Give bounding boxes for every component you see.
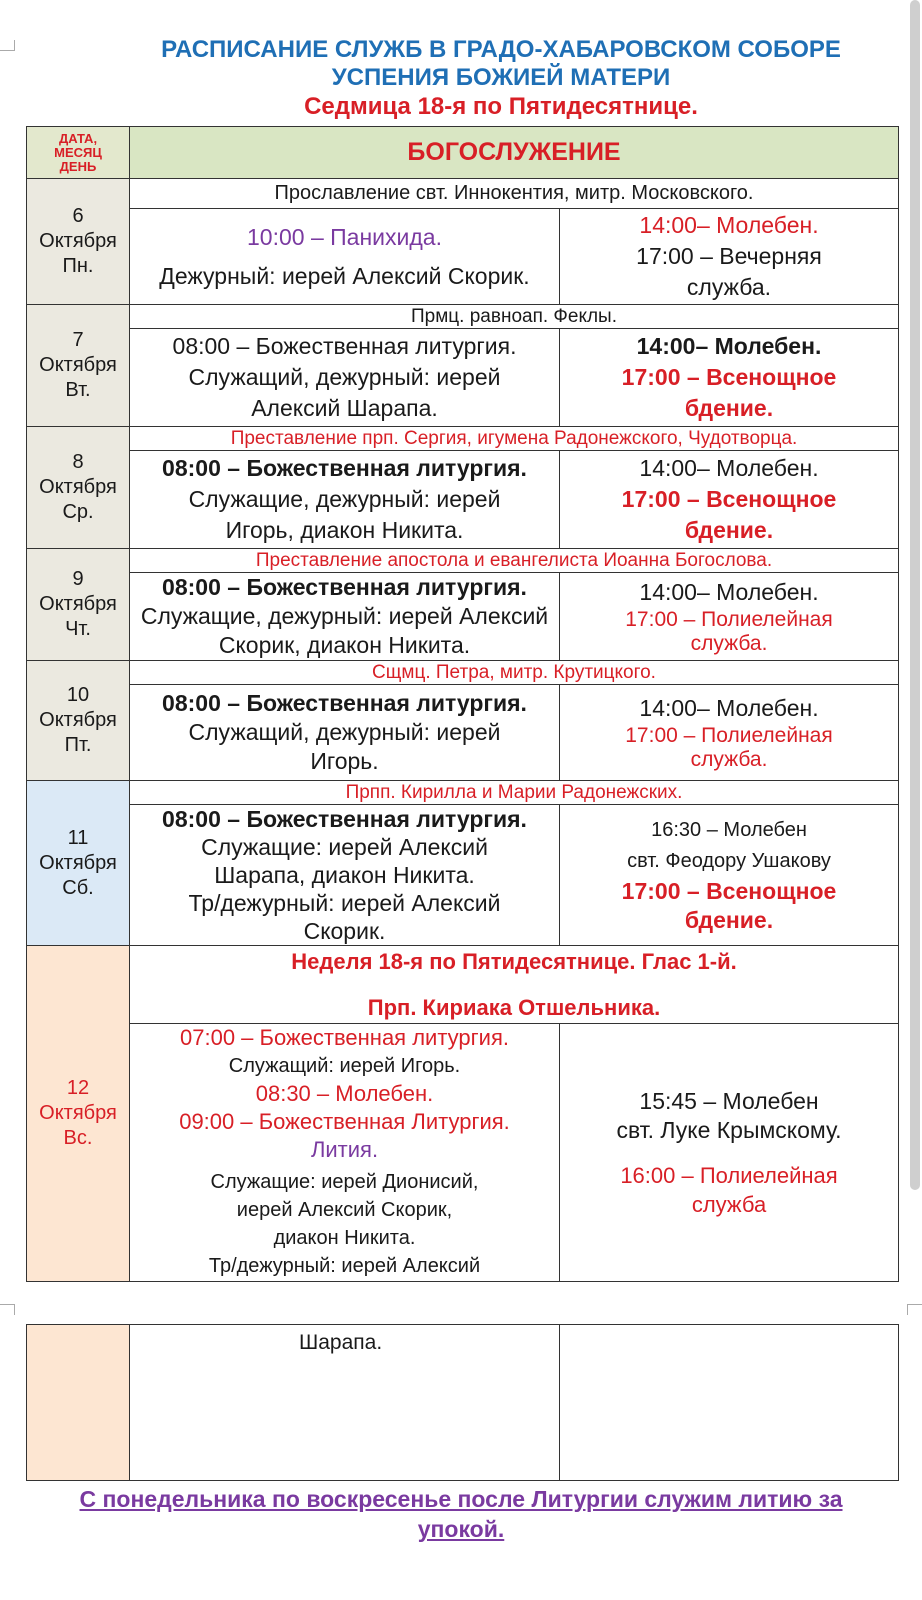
- service-line: 08:00 – Божественная литургия.: [172, 333, 517, 359]
- service-line: 08:00 – Божественная литургия.: [162, 574, 527, 600]
- schedule-table: [26, 126, 899, 1282]
- feast-cell: Прпп. Кирилла и Марии Радонежских.: [130, 781, 899, 805]
- title-line2: УСПЕНИЯ БОЖИЕЙ МАТЕРИ: [331, 64, 671, 91]
- date-cell: [27, 305, 130, 427]
- evening-cell: [560, 329, 899, 427]
- header-date-cell: [27, 127, 130, 179]
- day-services-row: [27, 329, 899, 427]
- feast-cell: Сщмц. Петра, митр. Крутицкого.: [130, 661, 899, 685]
- date-cell: [27, 781, 130, 946]
- date-num: 8: [72, 451, 84, 473]
- day-feast-row: [27, 305, 899, 329]
- morning-cell: [130, 209, 560, 305]
- service-line: Тр/дежурный: иерей Алексий Скорик.: [188, 890, 501, 944]
- feast-cell: Преставление прп. Сергия, игумена Радонежского, Чудотворца.: [130, 427, 899, 451]
- header-date-line: ДАТА,: [58, 130, 98, 146]
- date-cell: [27, 661, 130, 781]
- feast-cell: Прославление свт. Иннокентия, митр. Московского.: [130, 179, 899, 209]
- day-services-row: [27, 209, 899, 305]
- service-line: Служащие, дежурный: иерей Игорь, диакон Никита.: [188, 486, 501, 543]
- morning-cell: [130, 685, 560, 781]
- morning-cell: [130, 573, 560, 661]
- evening-cell: [560, 805, 899, 946]
- footer-note: С понедельника по воскресенье после Литургии служим литию за упокой.: [79, 1486, 843, 1542]
- day-feast-row: [27, 781, 899, 805]
- date-num: 7: [72, 329, 84, 351]
- morning-cell: [130, 451, 560, 549]
- date-month: Октября: [39, 1102, 117, 1124]
- service-line: 16:00 – Полиелейная служба: [620, 1162, 838, 1217]
- feast-cell: [130, 946, 899, 1024]
- header-main-cell: БОГОСЛУЖЕНИЕ: [130, 127, 899, 179]
- service-line: 14:00– Молебен.: [636, 333, 822, 359]
- service-line: 08:30 – Молебен.: [255, 1081, 434, 1106]
- service-line: 17:00 – Всенощное бдение.: [621, 486, 837, 543]
- feast-line: Неделя 18-я по Пятидесятнице. Глас 1-й.: [291, 948, 737, 974]
- date-month: Октября: [39, 476, 117, 498]
- date-num: 10: [66, 684, 90, 706]
- service-line: 08:00 – Божественная литургия.: [162, 690, 527, 716]
- evening-cell: [560, 451, 899, 549]
- date-dow: Чт.: [65, 618, 91, 640]
- service-line: свт. Луке Крымскому.: [616, 1116, 842, 1143]
- page-corner: [0, 40, 15, 51]
- service-line: Служащие: иерей Дионисий,: [210, 1171, 479, 1193]
- day-services-row: [27, 685, 899, 781]
- service-line: Служащий, дежурный: иерей Алексий Шарапа.: [188, 364, 501, 421]
- subtitle: Седмица 18-я по Пятидесятнице.: [304, 93, 698, 120]
- service-line: 17:00 – Полиелейная служба.: [625, 608, 833, 655]
- service-line: 17:00 – Вечерняя служба.: [636, 243, 822, 300]
- service-line: Служащий, дежурный: иерей Игорь.: [188, 719, 501, 774]
- feast-cell: Преставление апостола и евангелиста Иоанна Богослова.: [130, 549, 899, 573]
- day-feast-row: [27, 179, 899, 209]
- day-feast-row: [27, 427, 899, 451]
- date-month: Октября: [39, 354, 117, 376]
- day-services-row: [27, 573, 899, 661]
- page-gap: [0, 1290, 922, 1324]
- service-line: Дежурный: иерей Алексий Скорик.: [159, 262, 530, 289]
- date-num: 12: [66, 1077, 90, 1099]
- evening-cell: [560, 1024, 899, 1282]
- service-line: 15:45 – Молебен: [639, 1087, 819, 1114]
- date-dow: Пн.: [62, 255, 94, 277]
- service-line: Служащие, дежурный: иерей Алексий Скорик, диакон Никита.: [140, 603, 549, 658]
- date-month: Октября: [39, 593, 117, 615]
- title-block: [0, 36, 922, 122]
- date-month: Октября: [39, 230, 117, 252]
- evening-cell: [560, 685, 899, 781]
- evening-cell: [560, 209, 899, 305]
- date-cell: [27, 549, 130, 661]
- service-line: 14:00– Молебен.: [639, 455, 819, 481]
- service-line: 07:00 – Божественная литургия.: [180, 1025, 509, 1050]
- date-num: 6: [72, 205, 84, 227]
- date-cell-continued: [27, 1325, 130, 1481]
- date-cell: [27, 427, 130, 549]
- service-line: 14:00– Молебен.: [639, 695, 819, 721]
- service-line: Служащие: иерей Алексий Шарапа, диакон Никита.: [201, 834, 488, 888]
- header-row: [27, 127, 899, 179]
- feast-spacer: [134, 976, 894, 994]
- service-line: иерей Алексий Скорик,: [236, 1199, 453, 1221]
- scrollbar[interactable]: [910, 0, 920, 1190]
- service-line: 17:00 – Всенощное бдение.: [621, 878, 837, 933]
- header-date-line: МЕСЯЦ: [54, 144, 102, 160]
- date-dow: Сб.: [62, 876, 94, 899]
- schedule-table-continued: [26, 1324, 899, 1481]
- service-line: 10:00 – Панихида.: [247, 223, 442, 250]
- service-line: 09:00 – Божественная Литургия.: [179, 1109, 510, 1134]
- continued-row: [27, 1325, 899, 1481]
- service-line: 17:00 – Всенощное бдение.: [621, 364, 837, 421]
- day-services-row: [27, 805, 899, 946]
- title-line1: РАСПИСАНИЕ СЛУЖБ В ГРАДО-ХАБАРОВСКОМ СОБОРЕ: [161, 36, 841, 63]
- evening-cell: [560, 573, 899, 661]
- date-dow: Вс.: [63, 1127, 93, 1149]
- date-dow: Ср.: [62, 501, 94, 523]
- day-feast-row: [27, 661, 899, 685]
- date-cell: [27, 179, 130, 305]
- date-dow: Вт.: [65, 379, 91, 401]
- service-line: 17:00 – Полиелейная служба.: [625, 724, 833, 771]
- service-line: свт. Феодору Ушакову: [627, 850, 831, 872]
- service-line: диакон Никита.: [273, 1227, 416, 1249]
- morning-cell-continued: [130, 1325, 560, 1481]
- feast-line: Прп. Кириака Отшельника.: [367, 994, 661, 1020]
- day-feast-row: [27, 549, 899, 573]
- service-line: 14:00– Молебен.: [639, 579, 819, 605]
- morning-cell: [130, 1024, 560, 1282]
- date-month: Октября: [39, 851, 117, 874]
- service-line: 08:00 – Божественная литургия.: [162, 806, 527, 832]
- day-services-row: [27, 451, 899, 549]
- service-line: Лития.: [310, 1137, 379, 1162]
- service-line: Шарапа.: [299, 1331, 383, 1354]
- service-line: 14:00– Молебен.: [639, 212, 819, 238]
- date-num: 9: [72, 568, 84, 590]
- day-services-row: [27, 1024, 899, 1282]
- service-line: Служащий: иерей Игорь.: [228, 1055, 461, 1077]
- date-month: Октября: [39, 709, 117, 731]
- header-date-line: ДЕНЬ: [59, 158, 97, 174]
- evening-cell-continued: [560, 1325, 899, 1481]
- morning-cell: [130, 805, 560, 946]
- day-feast-row: [27, 946, 899, 1024]
- service-line: 16:30 – Молебен: [651, 819, 807, 841]
- service-line: Тр/дежурный: иерей Алексий: [208, 1255, 481, 1277]
- morning-cell: [130, 329, 560, 427]
- date-dow: Пт.: [64, 734, 92, 756]
- date-num: 11: [67, 826, 89, 849]
- page-corner: [907, 1304, 922, 1315]
- page-corner: [0, 1304, 15, 1315]
- date-cell: [27, 946, 130, 1282]
- service-line: 08:00 – Божественная литургия.: [162, 455, 527, 481]
- feast-cell: Прмц. равноап. Феклы.: [130, 305, 899, 329]
